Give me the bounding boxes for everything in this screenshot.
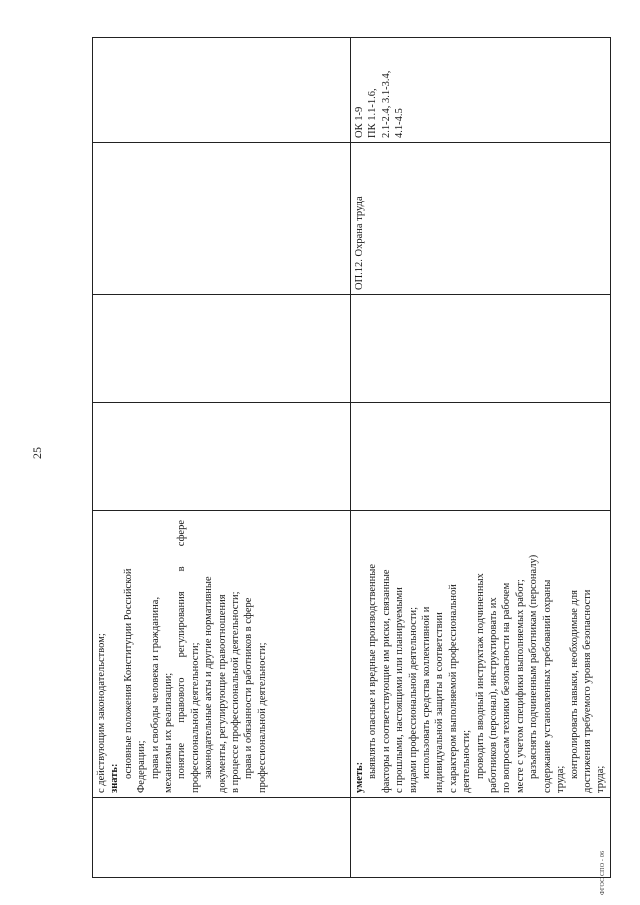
competency-code: ОК 1-9 [354, 106, 365, 138]
table-cell-competencies [351, 38, 611, 143]
text-line: труда; [555, 765, 567, 793]
table-cell-index [351, 798, 611, 878]
text-line: достижения требуемого уровня безопасности [581, 589, 593, 793]
competency-code: ПК 1.1-1.6, [367, 88, 379, 138]
table-cell-content [93, 511, 351, 798]
text-line: по вопросам техники безопасности на рабочем [501, 582, 513, 793]
discipline-name: ОП.12. Охрана труда [354, 196, 365, 290]
text-line: разъяснять подчиненным работникам (персоналу) [528, 554, 540, 779]
section-heading-can: уметь: [354, 761, 365, 793]
text-line: видами профессиональной деятельности; [407, 606, 419, 793]
justified-text-line [175, 520, 188, 793]
text-line: деятельности; [461, 729, 473, 793]
table-row [93, 38, 351, 878]
competency-code: 4.1-4.5 [394, 108, 406, 138]
word: сфере [176, 520, 188, 547]
text-line: труда; [595, 765, 607, 793]
word: правового [176, 677, 188, 723]
table-cell-index [93, 798, 351, 878]
word: регулирования [176, 591, 188, 658]
word: в [176, 566, 188, 572]
text-line: профессиональной деятельности; [189, 642, 201, 793]
table-cell-empty [93, 143, 351, 295]
word: понятие [176, 742, 188, 779]
table-cell-content [351, 511, 611, 798]
text-line: с действующим законодательством; [96, 633, 107, 793]
text-line: профессиональной деятельности; [256, 642, 268, 793]
text-line: контролировать навыки, необходимые для [568, 590, 580, 779]
text-line: в процессе профессиональной деятельности; [230, 591, 242, 793]
text-line: проводить вводный инструктаж подчиненных [474, 573, 486, 779]
table-cell-empty [93, 403, 351, 511]
table-cell-empty [93, 295, 351, 403]
text-line: индивидуальной защиты в соответствии [434, 612, 446, 793]
table-row [351, 38, 611, 878]
table-cell-empty [351, 295, 611, 403]
text-line: с прошлыми, настоящими или планируемыми [394, 587, 406, 793]
text-line: месте с учетом специфики выполняемых работ; [514, 579, 526, 793]
text-line: работников (персонал), инструктировать их [488, 597, 500, 793]
text-line: документы, регулирующие правоотношения [216, 594, 228, 793]
table-cell-empty [351, 403, 611, 511]
text-line: права и свободы человека и гражданина, [149, 596, 161, 779]
document-footer-code: ФГОС СПО - 06 [600, 850, 606, 895]
text-line: использовать средства коллективной и [421, 606, 433, 779]
text-line: с характером выполняемой профессиональной [447, 584, 459, 793]
page-number: 25 [30, 447, 44, 459]
table-cell-discipline [351, 143, 611, 295]
text-line: законодательные акты и другие нормативные [203, 576, 215, 779]
text-line: основные положения Конституции Российской [122, 568, 134, 779]
competency-code: 2.1-2.4, 3.1-3.4, [380, 70, 392, 138]
text-line: факторы и соответствующие им риски, связанные [380, 569, 392, 793]
text-line: содержание установленных требований охраны [541, 579, 553, 793]
text-line: выявлять опасные и вредные производственные [367, 564, 379, 779]
text-line: Федерации; [136, 740, 148, 793]
text-line: механизмы их реализации; [163, 672, 175, 793]
standards-table [92, 37, 611, 878]
section-heading-know: знать: [109, 763, 121, 793]
text-line: права и обязанности работников в сфере [243, 597, 255, 779]
table-cell-empty [93, 38, 351, 143]
